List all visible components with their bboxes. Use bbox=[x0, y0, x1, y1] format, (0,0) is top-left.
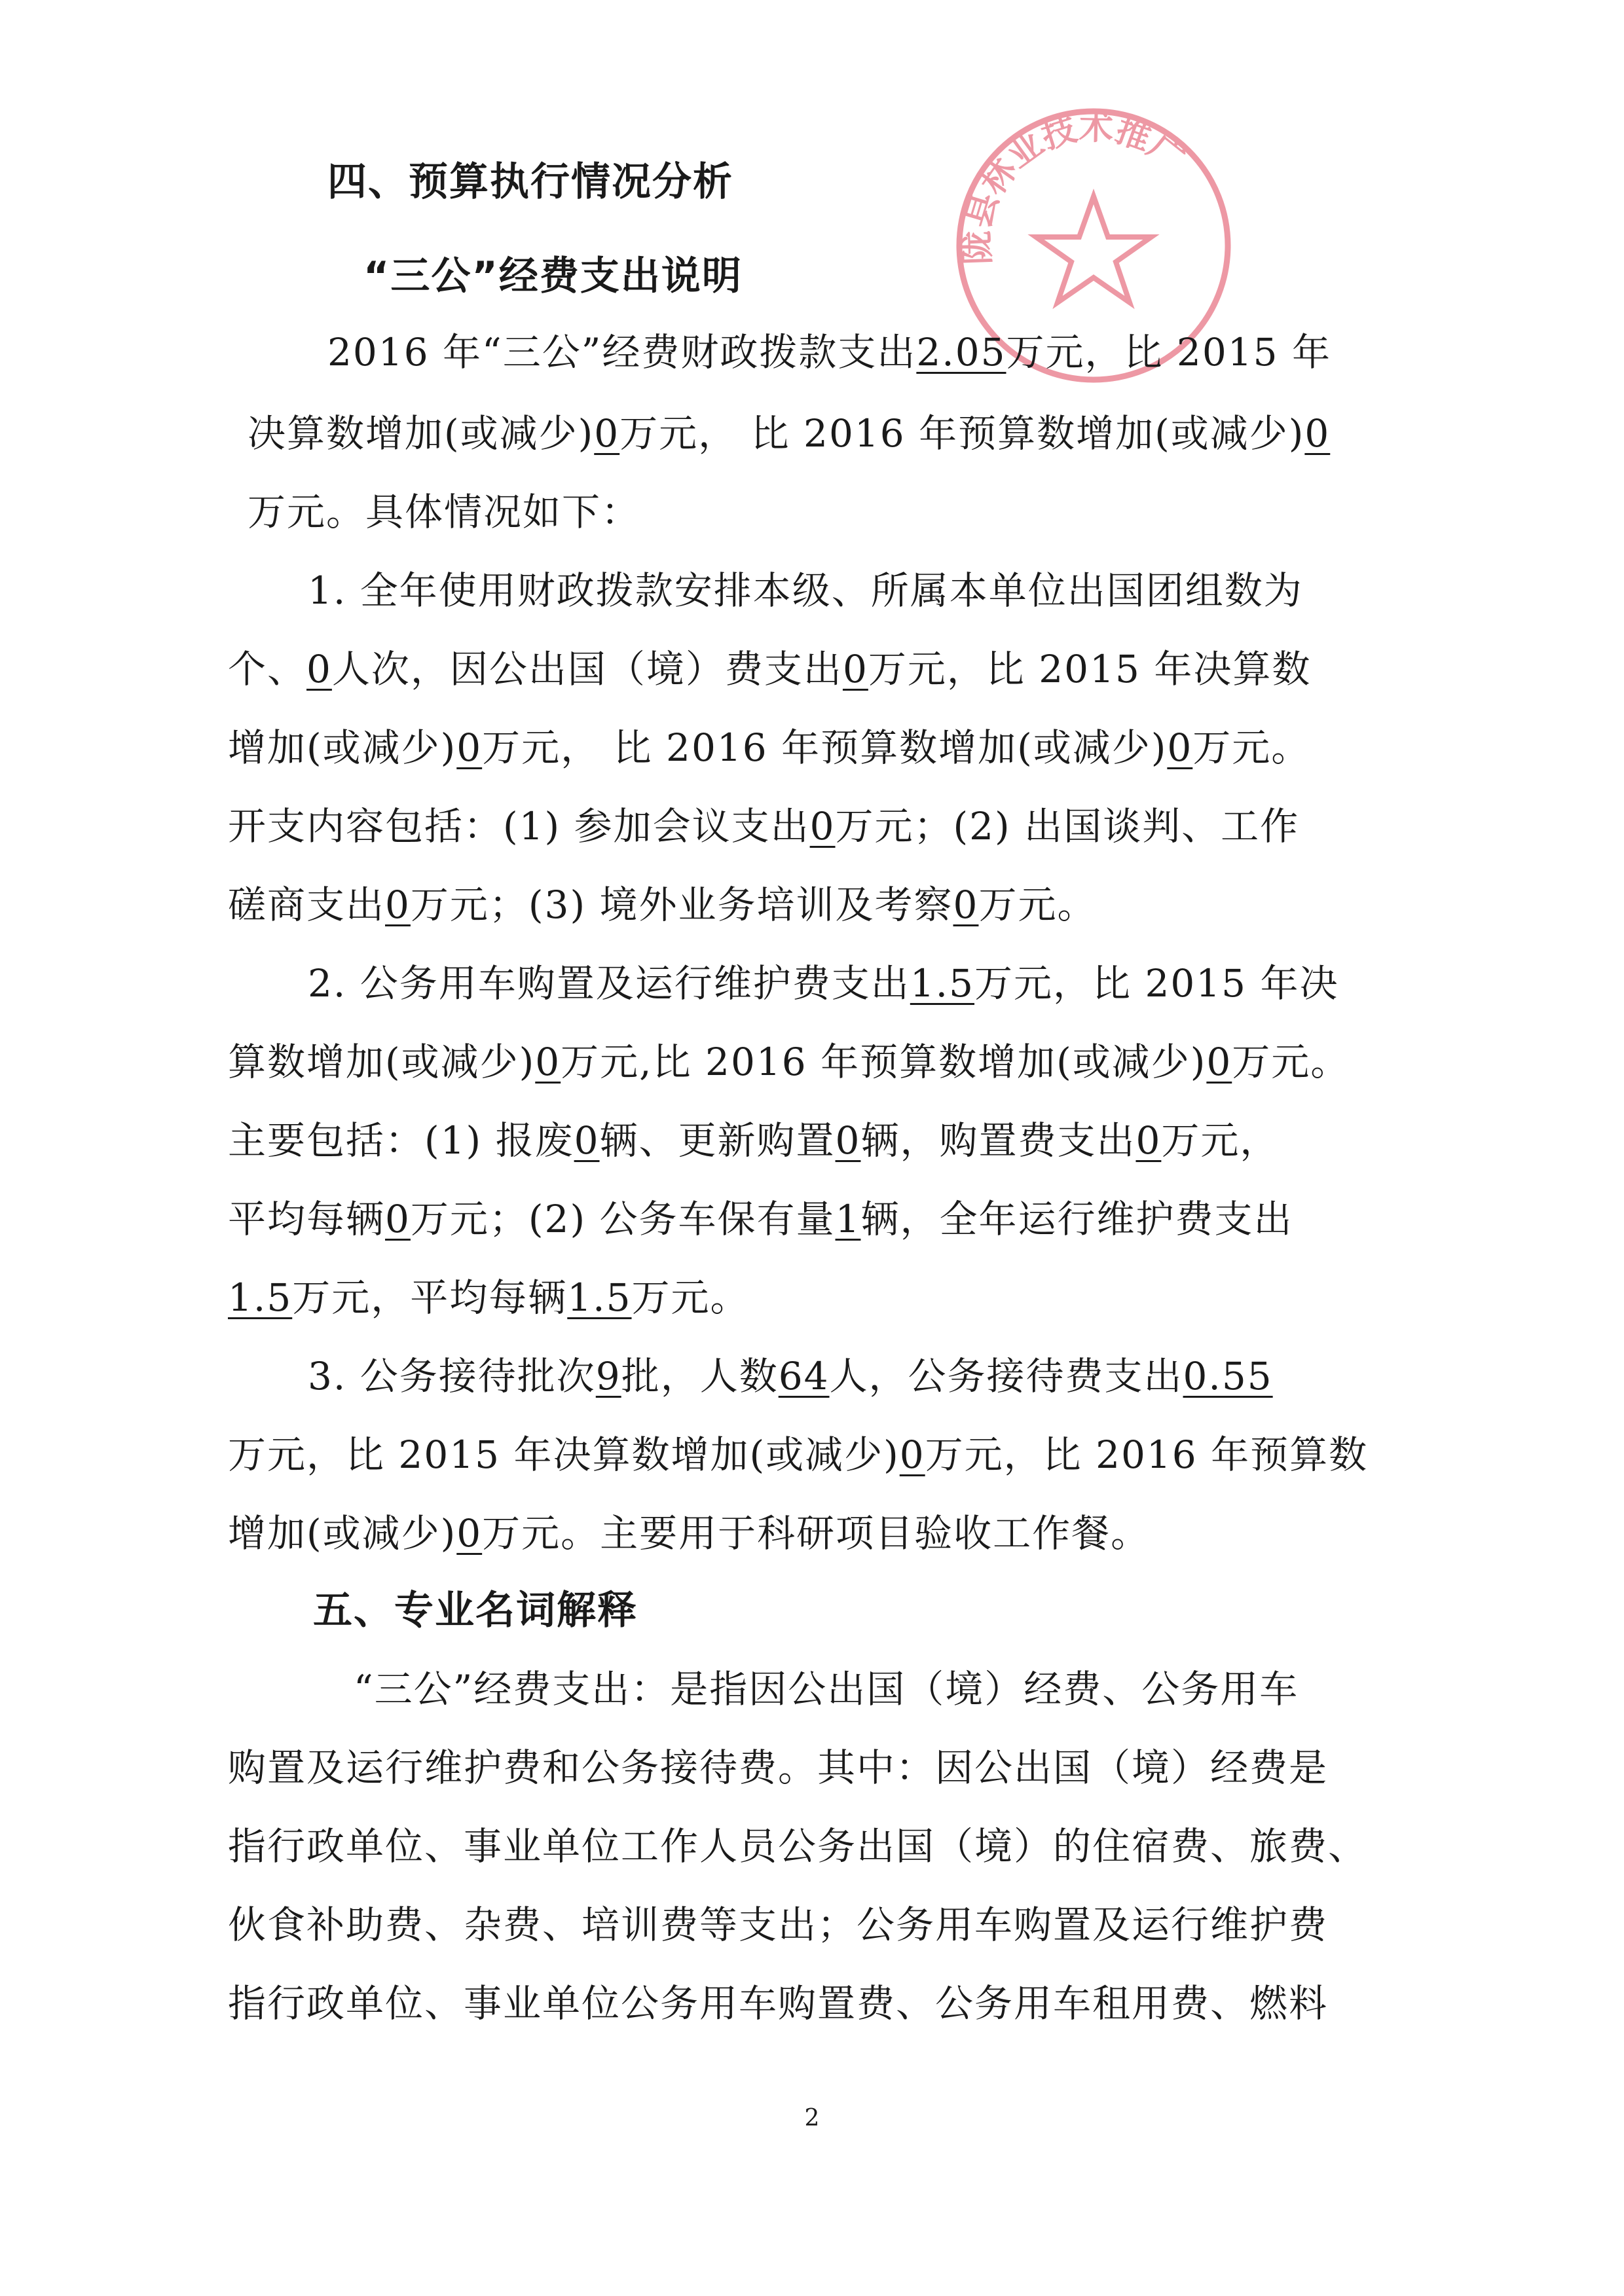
subheading-three-public: “三公”经费支出说明 bbox=[363, 253, 743, 299]
item2-line-3: 主要包括：(1) 报废0辆、更新购置0辆，购置费支出0万元， bbox=[228, 1118, 1280, 1163]
definition-line-5: 指行政单位、事业单位公务用车购置费、公务用车租用费、燃料 bbox=[228, 1981, 1329, 2026]
item1-line-5: 磋商支出0万元；(3) 境外业务培训及考察0万元。 bbox=[228, 883, 1097, 927]
section-heading-4: 四、预算执行情况分析 bbox=[327, 159, 733, 205]
item1-line-1: 1. 全年使用财政拨款安排本级、所属本单位出国团组数为 bbox=[308, 568, 1303, 613]
item3-line-3: 增加(或减少)0万元。主要用于科研项目验收工作餐。 bbox=[228, 1511, 1151, 1556]
intro-line-1: 2016 年“三公”经费财政拨款支出2.05万元，比 2015 年 bbox=[327, 330, 1331, 374]
item1-line-2: 个、0人次，因公出国（境）费支出0万元，比 2015 年决算数 bbox=[228, 647, 1312, 691]
seal-star-icon bbox=[1036, 196, 1151, 302]
item2-line-4: 平均每辆0万元；(2) 公务车保有量1辆，全年运行维护费支出 bbox=[228, 1197, 1293, 1241]
item2-line-1: 2. 公务用车购置及运行维护费支出1.5万元，比 2015 年决 bbox=[308, 961, 1339, 1006]
page-number: 2 bbox=[804, 2105, 820, 2132]
item3-line-2: 万元，比 2015 年决算数增加(或减少)0万元，比 2016 年预算数 bbox=[228, 1432, 1369, 1477]
definition-line-3: 指行政单位、事业单位工作人员公务出国（境）的住宿费、旅费、 bbox=[228, 1824, 1368, 1868]
section-heading-5: 五、专业名词解释 bbox=[313, 1588, 638, 1633]
definition-line-1: “三公”经费支出：是指因公出国（境）经费、公务用车 bbox=[354, 1667, 1299, 1711]
seal-text: 陇县林业技术推广 bbox=[957, 107, 1192, 266]
definition-line-4: 伙食补助费、杂费、培训费等支出；公务用车购置及运行维护费 bbox=[228, 1903, 1329, 1947]
intro-line-2: 决算数增加(或减少)0万元， 比 2016 年预算数增加(或减少)0 bbox=[248, 411, 1331, 456]
intro-line-3: 万元。具体情况如下： bbox=[248, 490, 641, 534]
item2-line-5: 1.5万元，平均每辆1.5万元。 bbox=[228, 1275, 750, 1320]
item2-line-2: 算数增加(或减少)0万元,比 2016 年预算数增加(或减少)0万元。 bbox=[228, 1040, 1350, 1084]
total-amount: 2.05 bbox=[916, 330, 1006, 374]
item1-line-3: 增加(或减少)0万元， 比 2016 年预算数增加(或减少)0万元。 bbox=[228, 725, 1311, 770]
item3-line-1: 3. 公务接待批次9批，人数64人，公务接待费支出0.55 bbox=[308, 1354, 1273, 1398]
item1-line-4: 开支内容包括：(1) 参加会议支出0万元；(2) 出国谈判、工作 bbox=[228, 804, 1300, 848]
definition-line-2: 购置及运行维护费和公务接待费。其中：因公出国（境）经费是 bbox=[228, 1745, 1329, 1790]
